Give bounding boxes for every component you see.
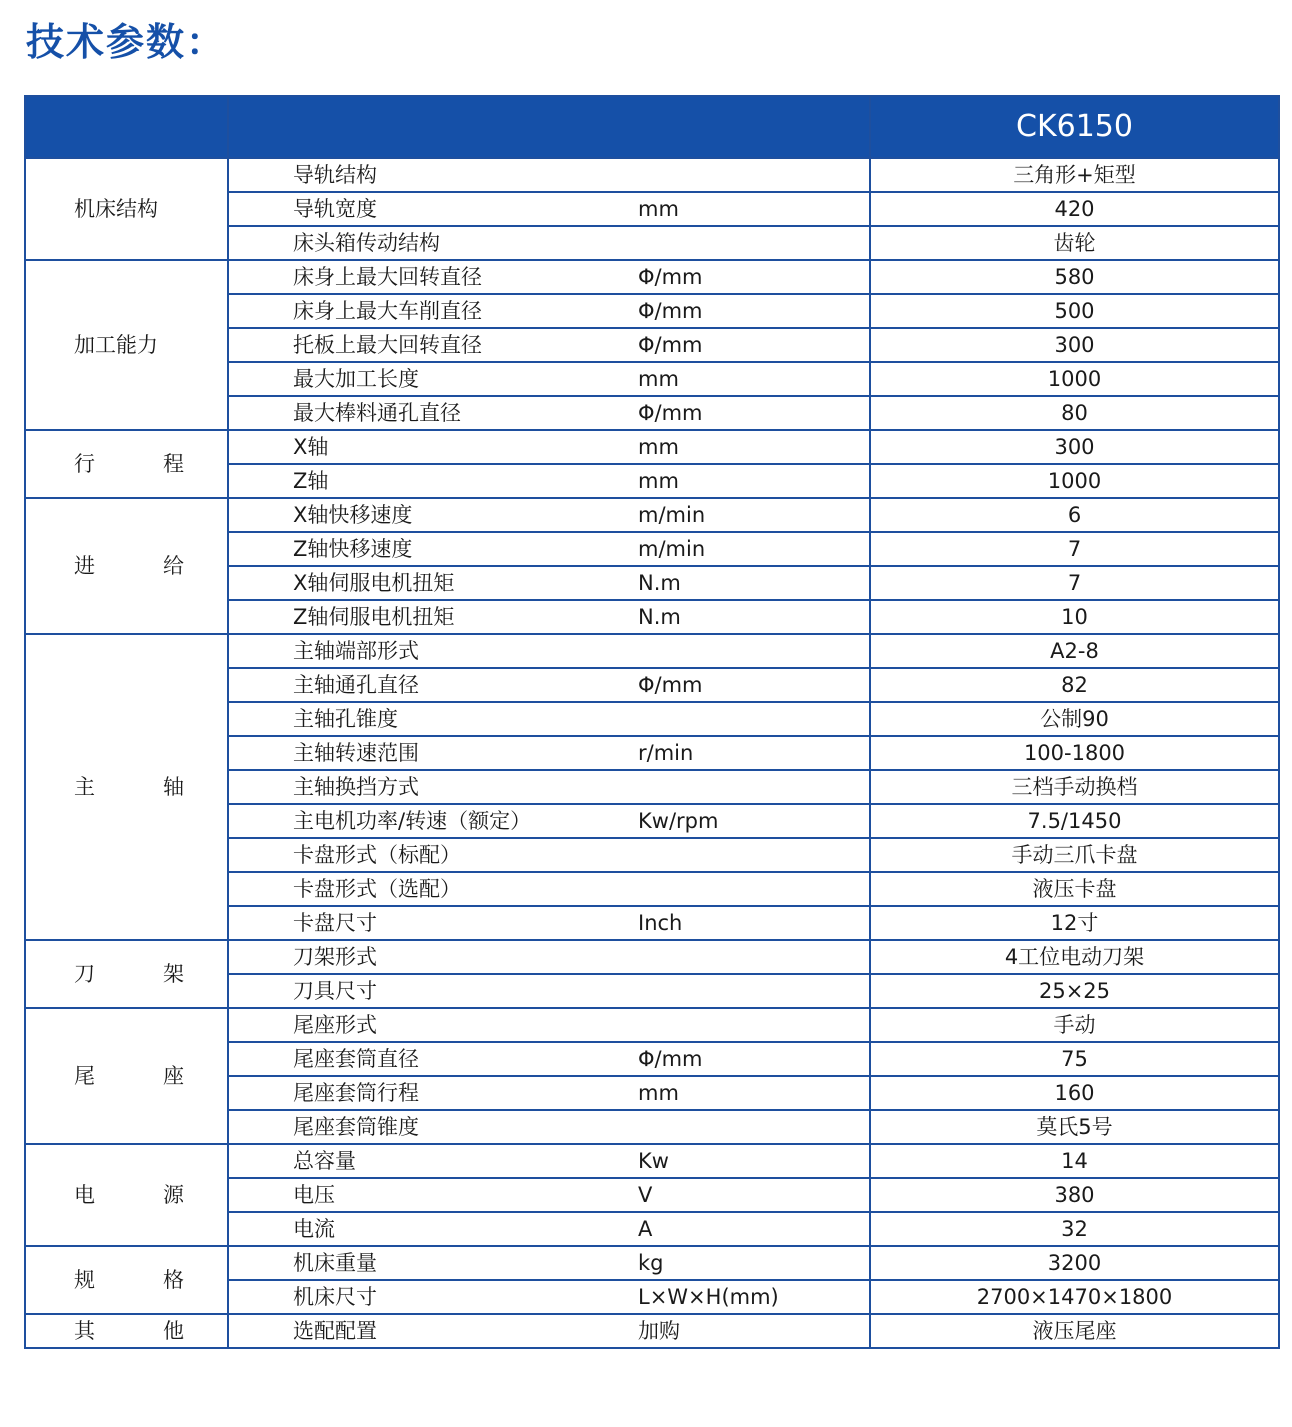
header-param-cell: [228, 96, 870, 158]
param-name: 尾座套筒锥度: [228, 1110, 638, 1144]
category-cell: [25, 158, 228, 260]
param-name: 尾座形式: [228, 1008, 638, 1042]
param-value: 7: [870, 532, 1279, 566]
param-name: 机床尺寸: [228, 1280, 638, 1314]
table-row: [25, 430, 1279, 464]
param-name: 刀具尺寸: [228, 974, 638, 1008]
category-label: 刀架: [74, 962, 184, 986]
param-name: 主轴通孔直径: [228, 668, 638, 702]
param-unit: mm: [638, 1076, 870, 1110]
param-name: 机床重量: [228, 1246, 638, 1280]
page-title: 技术参数：: [26, 20, 227, 64]
category-cell: [25, 1314, 228, 1348]
param-name: Z轴快移速度: [228, 532, 638, 566]
category-cell: [25, 260, 228, 430]
param-value: 液压卡盘: [870, 872, 1279, 906]
param-value: 82: [870, 668, 1279, 702]
category-cell: [25, 940, 228, 1008]
param-unit: Φ/mm: [638, 1042, 870, 1076]
param-value: 液压尾座: [870, 1314, 1279, 1348]
category-label: 加工能力: [74, 333, 158, 357]
param-value: 12寸: [870, 906, 1279, 940]
param-value: 公制90: [870, 702, 1279, 736]
param-unit: A: [638, 1212, 870, 1246]
param-unit: Inch: [638, 906, 870, 940]
param-name: 主轴孔锥度: [228, 702, 638, 736]
param-unit: m/min: [638, 532, 870, 566]
param-unit: [638, 226, 870, 260]
param-name: 卡盘形式（标配）: [228, 838, 638, 872]
param-value: 1000: [870, 362, 1279, 396]
param-unit: N.m: [638, 600, 870, 634]
param-name: 主轴转速范围: [228, 736, 638, 770]
table-header-row: [25, 96, 1279, 158]
param-name: 最大加工长度: [228, 362, 638, 396]
param-name: 主轴端部形式: [228, 634, 638, 668]
param-name: X轴快移速度: [228, 498, 638, 532]
param-unit: m/min: [638, 498, 870, 532]
param-name: 主电机功率/转速（额定）: [228, 804, 638, 838]
param-unit: mm: [638, 192, 870, 226]
param-name: 最大棒料通孔直径: [228, 396, 638, 430]
category-label: 电源: [74, 1183, 184, 1207]
param-value: 齿轮: [870, 226, 1279, 260]
param-unit: 加购: [638, 1314, 870, 1348]
param-name: 选配配置: [228, 1314, 638, 1348]
param-value: 3200: [870, 1246, 1279, 1280]
param-unit: V: [638, 1178, 870, 1212]
param-name: X轴伺服电机扭矩: [228, 566, 638, 600]
category-label: 行程: [74, 452, 184, 476]
table-row: [25, 498, 1279, 532]
param-name: Z轴: [228, 464, 638, 498]
param-name: 床身上最大回转直径: [228, 260, 638, 294]
param-unit: Φ/mm: [638, 396, 870, 430]
param-name: X轴: [228, 430, 638, 464]
param-unit: Kw/rpm: [638, 804, 870, 838]
header-blank-cell: [25, 96, 228, 158]
param-value: 25×25: [870, 974, 1279, 1008]
param-value: 300: [870, 328, 1279, 362]
table-row: [25, 634, 1279, 668]
param-unit: mm: [638, 464, 870, 498]
table-row: [25, 940, 1279, 974]
param-name: 尾座套筒直径: [228, 1042, 638, 1076]
param-value: 手动三爪卡盘: [870, 838, 1279, 872]
param-unit: [638, 1110, 870, 1144]
param-value: 7.5/1450: [870, 804, 1279, 838]
spec-table: [24, 95, 1280, 1349]
param-value: 32: [870, 1212, 1279, 1246]
param-value: A2-8: [870, 634, 1279, 668]
category-label: 其他: [74, 1319, 184, 1343]
category-label: 规格: [74, 1268, 184, 1292]
param-name: 床身上最大车削直径: [228, 294, 638, 328]
category-cell: [25, 498, 228, 634]
param-unit: Kw: [638, 1144, 870, 1178]
param-value: 手动: [870, 1008, 1279, 1042]
param-value: 500: [870, 294, 1279, 328]
param-value: 2700×1470×1800: [870, 1280, 1279, 1314]
param-unit: [638, 702, 870, 736]
param-value: 300: [870, 430, 1279, 464]
param-value: 7: [870, 566, 1279, 600]
param-unit: [638, 940, 870, 974]
category-label: 机床结构: [74, 197, 158, 221]
param-value: 380: [870, 1178, 1279, 1212]
param-unit: Φ/mm: [638, 260, 870, 294]
param-unit: [638, 838, 870, 872]
model-name: CK6150: [870, 96, 1279, 158]
param-name: 导轨结构: [228, 158, 638, 192]
param-name: 电压: [228, 1178, 638, 1212]
category-label: 进给: [74, 554, 184, 578]
param-value: 莫氏5号: [870, 1110, 1279, 1144]
param-value: 75: [870, 1042, 1279, 1076]
table-row: [25, 260, 1279, 294]
param-value: 160: [870, 1076, 1279, 1110]
table-row: [25, 1008, 1279, 1042]
param-unit: Φ/mm: [638, 328, 870, 362]
param-unit: kg: [638, 1246, 870, 1280]
param-unit: r/min: [638, 736, 870, 770]
param-value: 420: [870, 192, 1279, 226]
table-row: [25, 1246, 1279, 1280]
category-label: 主轴: [74, 775, 184, 799]
category-label: 尾座: [74, 1064, 184, 1088]
param-unit: [638, 974, 870, 1008]
spec-table-body: [25, 96, 1279, 1348]
table-row: [25, 1314, 1279, 1348]
param-value: 10: [870, 600, 1279, 634]
param-unit: [638, 634, 870, 668]
param-name: Z轴伺服电机扭矩: [228, 600, 638, 634]
category-cell: [25, 1246, 228, 1314]
param-value: 100-1800: [870, 736, 1279, 770]
table-row: [25, 1144, 1279, 1178]
param-name: 刀架形式: [228, 940, 638, 974]
param-value: 580: [870, 260, 1279, 294]
param-unit: [638, 872, 870, 906]
category-cell: [25, 1144, 228, 1246]
param-value: 1000: [870, 464, 1279, 498]
table-row: [25, 158, 1279, 192]
category-cell: [25, 1008, 228, 1144]
param-unit: mm: [638, 362, 870, 396]
param-name: 导轨宽度: [228, 192, 638, 226]
param-name: 主轴换挡方式: [228, 770, 638, 804]
param-name: 尾座套筒行程: [228, 1076, 638, 1110]
param-unit: N.m: [638, 566, 870, 600]
param-unit: Φ/mm: [638, 294, 870, 328]
param-unit: [638, 1008, 870, 1042]
category-cell: [25, 634, 228, 940]
param-value: 4工位电动刀架: [870, 940, 1279, 974]
param-unit: Φ/mm: [638, 668, 870, 702]
param-value: 6: [870, 498, 1279, 532]
param-name: 卡盘形式（选配）: [228, 872, 638, 906]
param-value: 14: [870, 1144, 1279, 1178]
param-unit: [638, 770, 870, 804]
param-unit: L×W×H(mm): [638, 1280, 870, 1314]
param-name: 电流: [228, 1212, 638, 1246]
param-value: 三角形+矩型: [870, 158, 1279, 192]
category-cell: [25, 430, 228, 498]
param-name: 床头箱传动结构: [228, 226, 638, 260]
param-value: 80: [870, 396, 1279, 430]
param-value: 三档手动换档: [870, 770, 1279, 804]
param-name: 托板上最大回转直径: [228, 328, 638, 362]
param-name: 卡盘尺寸: [228, 906, 638, 940]
param-unit: [638, 158, 870, 192]
param-name: 总容量: [228, 1144, 638, 1178]
param-unit: mm: [638, 430, 870, 464]
